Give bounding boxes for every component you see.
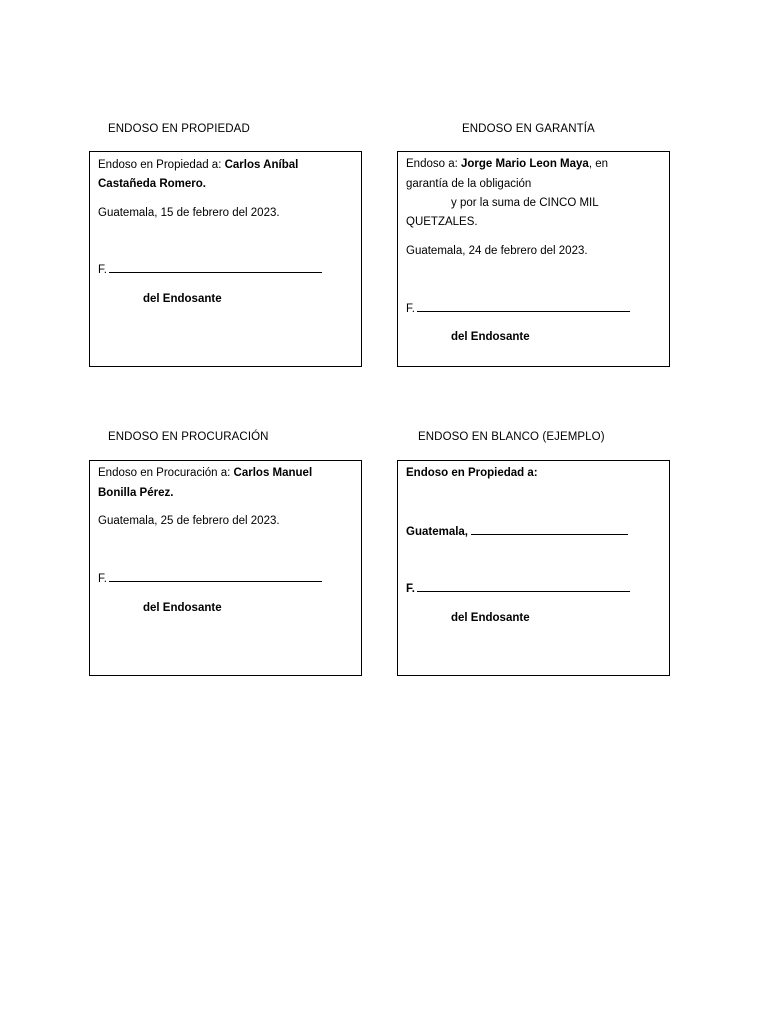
endorsee-name: Carlos Aníbal [224, 159, 299, 171]
heading-endoso-garantia: ENDOSO EN GARANTÍA [462, 123, 595, 135]
signature-caption: del Endosante [143, 602, 222, 614]
signature-prefix: F. [98, 264, 107, 276]
intro-suffix: , en [588, 158, 608, 170]
date-line: Guatemala, 25 de febrero del 2023. [98, 515, 280, 527]
endorsee-name: Jorge Mario Leon Maya [461, 158, 589, 170]
heading-endoso-propiedad: ENDOSO EN PROPIEDAD [108, 123, 250, 135]
signature-prefix: F. [98, 573, 107, 585]
date-line [406, 523, 628, 541]
endorsement-box-procuracion [89, 460, 362, 676]
signature-rule [109, 571, 322, 582]
intro-label: Endoso en Procuración a: [98, 467, 231, 479]
endorsement-box-garantia [397, 151, 670, 367]
endorsement-box-blanco [397, 460, 670, 676]
endorsee-name-continued: Bonilla Pérez. [98, 487, 174, 499]
amount-line: y por la suma de CINCO MIL [451, 197, 599, 209]
endorsee-name: Carlos Manuel [233, 467, 313, 479]
intro-label: Endoso a: [406, 158, 458, 170]
date-line: Guatemala, 15 de febrero del 2023. [98, 207, 280, 219]
obligation-line: garantía de la obligación [406, 178, 532, 190]
intro-line [98, 464, 312, 482]
signature-line [98, 570, 322, 588]
endorsee-name-continued: Castañeda Romero. [98, 178, 207, 190]
intro-line [98, 156, 298, 174]
signature-prefix: F. [406, 303, 415, 315]
endorsement-box-propiedad [89, 151, 362, 367]
intro-label: Endoso en Propiedad a: [98, 159, 222, 171]
signature-prefix: F. [406, 583, 415, 595]
heading-endoso-procuracion: ENDOSO EN PROCURACIÓN [108, 431, 269, 443]
intro-line [406, 155, 608, 173]
signature-line [98, 261, 322, 279]
signature-caption: del Endosante [451, 331, 530, 343]
heading-endoso-blanco: ENDOSO EN BLANCO (EJEMPLO) [418, 431, 605, 443]
signature-rule [109, 262, 322, 273]
signature-caption: del Endosante [451, 612, 530, 624]
signature-rule [417, 301, 630, 312]
intro-line: Endoso en Propiedad a: [406, 467, 538, 479]
date-line: Guatemala, 24 de febrero del 2023. [406, 245, 588, 257]
amount-line-continued: QUETZALES. [406, 216, 478, 228]
signature-caption: del Endosante [143, 293, 222, 305]
date-rule [471, 524, 628, 535]
signature-line [406, 580, 630, 598]
signature-rule [417, 581, 630, 592]
date-prefix: Guatemala, [406, 526, 468, 538]
signature-line [406, 300, 630, 318]
